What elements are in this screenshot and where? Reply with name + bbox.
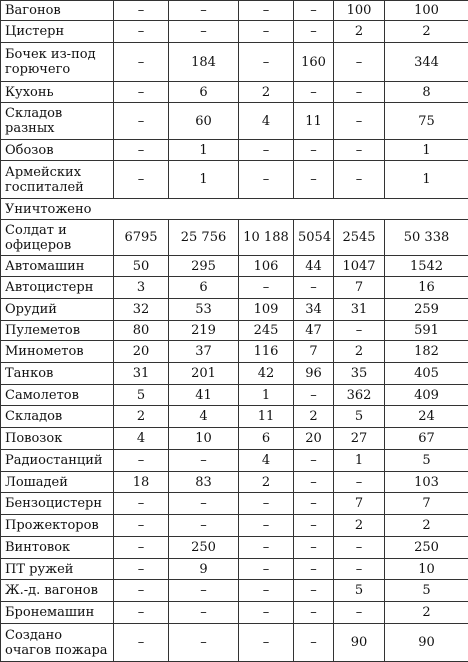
table-cell: 35 [334,363,385,385]
table-cell: 250 [385,537,468,559]
table-cell: – [169,602,239,624]
table-cell: – [114,537,169,559]
table-row [1,82,468,103]
table-cell: – [239,559,294,580]
table-cell: 6795 [114,220,169,256]
table-cell: 47 [294,321,334,341]
table-cell: 2 [239,472,294,493]
table-cell: – [114,161,169,199]
table-cell: 96 [294,363,334,385]
table-cell: – [334,103,385,140]
table-cell: – [334,537,385,559]
row-label: Автоцистерн [1,277,114,299]
table-cell: 2 [239,82,294,103]
table-cell: 4 [239,103,294,140]
table-cell: 100 [334,1,385,21]
table-cell: – [294,472,334,493]
table-cell: 2 [334,21,385,43]
table-cell: – [294,450,334,472]
table-cell: 27 [334,428,385,450]
table-row [1,602,468,624]
section-title: Уничтожено [1,199,468,220]
table-cell: – [169,493,239,515]
table-cell: 2 [334,515,385,537]
table-cell: 24 [385,406,468,428]
table-row [1,256,468,277]
table-cell: – [294,1,334,21]
table-cell: 1542 [385,256,468,277]
table-cell: – [334,559,385,580]
table-cell: 6 [169,277,239,299]
table-cell: 10 188 [239,220,294,256]
table-cell: – [169,515,239,537]
table-cell: 11 [239,406,294,428]
table-row [1,103,468,140]
table-row [1,140,468,161]
row-label: Бензоцистерн [1,493,114,515]
table-cell: – [334,472,385,493]
row-label: Складов [1,406,114,428]
table-cell: – [114,624,169,662]
table-cell: 34 [294,299,334,321]
table-cell: 2 [385,515,468,537]
table-cell: 50 [114,256,169,277]
table-cell: – [334,321,385,341]
row-label: Создано очагов пожара [1,624,114,662]
table-cell: – [294,277,334,299]
table-cell: 1 [239,385,294,406]
table-cell: 1047 [334,256,385,277]
table-cell: – [239,277,294,299]
table-cell: 1 [385,140,468,161]
table-cell: 2 [385,21,468,43]
table-cell: – [114,515,169,537]
table-cell: – [294,624,334,662]
table-cell: – [169,450,239,472]
table-cell: 31 [334,299,385,321]
table-cell: – [114,103,169,140]
table-cell: – [294,602,334,624]
row-label: Бочек из-под горючего [1,43,114,82]
table-cell: 7 [294,341,334,363]
table-cell: 11 [294,103,334,140]
row-label: Лошадей [1,472,114,493]
table-cell: – [239,515,294,537]
table-cell: 362 [334,385,385,406]
table-cell: 109 [239,299,294,321]
table-row [1,624,468,662]
table-cell: 41 [169,385,239,406]
table-cell: 5 [385,580,468,602]
row-label: Солдат и офицеров [1,220,114,256]
table-cell: 201 [169,363,239,385]
table-cell: – [169,21,239,43]
table-cell: 25 756 [169,220,239,256]
row-label: Повозок [1,428,114,450]
table-cell: – [114,43,169,82]
table-row [1,363,468,385]
row-label: Танков [1,363,114,385]
table-cell: – [239,21,294,43]
table-cell: – [294,537,334,559]
table-cell: 182 [385,341,468,363]
table-cell: 8 [385,82,468,103]
section-row [1,199,468,220]
table-cell: – [294,161,334,199]
row-label: Автомашин [1,256,114,277]
table-cell: 5 [114,385,169,406]
table-cell: 245 [239,321,294,341]
table-row [1,515,468,537]
table-row [1,406,468,428]
row-label: Кухонь [1,82,114,103]
table-cell: 4 [114,428,169,450]
table-cell: 1 [334,450,385,472]
table-row [1,1,468,21]
table-cell: 344 [385,43,468,82]
table-cell: – [294,515,334,537]
table-cell: – [114,602,169,624]
row-label: ПТ ружей [1,559,114,580]
table-cell: 2 [334,341,385,363]
table-cell: 5054 [294,220,334,256]
table-cell: 160 [294,43,334,82]
table-row [1,321,468,341]
table-cell: 50 338 [385,220,468,256]
table-cell: 2545 [334,220,385,256]
row-label: Цистерн [1,21,114,43]
row-label: Орудий [1,299,114,321]
table-row [1,493,468,515]
table-cell: – [294,493,334,515]
row-label: Ж.-д. вагонов [1,580,114,602]
table-row [1,341,468,363]
table-cell: 3 [114,277,169,299]
table-cell: – [169,1,239,21]
table-cell: 4 [169,406,239,428]
table-cell: 80 [114,321,169,341]
row-label: Бронемашин [1,602,114,624]
table-cell: – [114,493,169,515]
table-cell: 5 [334,580,385,602]
table-cell: – [239,537,294,559]
table-cell: – [239,1,294,21]
table-cell: 295 [169,256,239,277]
table-cell: – [239,493,294,515]
table-cell: 10 [385,559,468,580]
table-cell: 90 [334,624,385,662]
table-cell: 219 [169,321,239,341]
table-cell: – [169,624,239,662]
table-cell: 1 [385,161,468,199]
table-cell: 103 [385,472,468,493]
table-cell: 4 [239,450,294,472]
table-cell: 83 [169,472,239,493]
table-cell: – [114,1,169,21]
table-cell: 2 [385,602,468,624]
table-cell: 20 [114,341,169,363]
table-cell: 591 [385,321,468,341]
table-cell: 116 [239,341,294,363]
table-cell: – [334,161,385,199]
table-cell: – [114,82,169,103]
table-cell: 37 [169,341,239,363]
table-cell: – [334,43,385,82]
table-cell: 1 [169,161,239,199]
table-cell: – [239,602,294,624]
table-cell: 6 [239,428,294,450]
table-cell: – [169,580,239,602]
table-cell: 106 [239,256,294,277]
table-cell: – [334,140,385,161]
table-row [1,277,468,299]
table-cell: – [294,580,334,602]
table-row [1,385,468,406]
table-cell: 2 [294,406,334,428]
table-cell: – [239,43,294,82]
table-cell: 250 [169,537,239,559]
table-cell: 18 [114,472,169,493]
row-label: Обозов [1,140,114,161]
table-row [1,428,468,450]
table-cell: 20 [294,428,334,450]
table-row [1,450,468,472]
table-row [1,559,468,580]
row-label: Минометов [1,341,114,363]
table-cell: 1 [169,140,239,161]
table-cell: 405 [385,363,468,385]
table-cell: 32 [114,299,169,321]
table-cell: 409 [385,385,468,406]
row-label: Армейских госпиталей [1,161,114,199]
table-row [1,161,468,199]
table-cell: 6 [169,82,239,103]
table-cell: – [114,450,169,472]
table-cell: 100 [385,1,468,21]
table-cell: – [239,624,294,662]
table-row [1,580,468,602]
table-row [1,472,468,493]
table-cell: 60 [169,103,239,140]
table-row [1,537,468,559]
table-cell: 259 [385,299,468,321]
row-label: Вагонов [1,1,114,21]
table-cell: 42 [239,363,294,385]
table-cell: 7 [385,493,468,515]
table-cell: 2 [114,406,169,428]
table-cell: – [239,580,294,602]
table-row [1,21,468,43]
table-row [1,220,468,256]
table-cell: 7 [334,277,385,299]
row-label: Пулеметов [1,321,114,341]
table-cell: 67 [385,428,468,450]
table-cell: – [239,161,294,199]
table-row [1,43,468,82]
table-cell: – [239,140,294,161]
table-cell: 90 [385,624,468,662]
table-cell: 16 [385,277,468,299]
row-label: Прожекторов [1,515,114,537]
table-cell: – [114,21,169,43]
table-cell: 31 [114,363,169,385]
row-label: Радиостанций [1,450,114,472]
table-cell: 44 [294,256,334,277]
row-label: Винтовок [1,537,114,559]
table-cell: – [114,580,169,602]
table-cell: – [294,385,334,406]
table-cell: 7 [334,493,385,515]
table-cell: – [334,602,385,624]
table-cell: 10 [169,428,239,450]
table-cell: 9 [169,559,239,580]
table-cell: – [114,140,169,161]
table-cell: 75 [385,103,468,140]
row-label: Складов разных [1,103,114,140]
table-cell: 5 [334,406,385,428]
table-cell: – [294,82,334,103]
table-cell: 184 [169,43,239,82]
table-row [1,299,468,321]
table-cell: – [294,559,334,580]
table-cell: 53 [169,299,239,321]
table-cell: 5 [385,450,468,472]
table-cell: – [294,140,334,161]
table-cell: – [114,559,169,580]
table-cell: – [334,82,385,103]
row-label: Самолетов [1,385,114,406]
table-cell: – [294,21,334,43]
